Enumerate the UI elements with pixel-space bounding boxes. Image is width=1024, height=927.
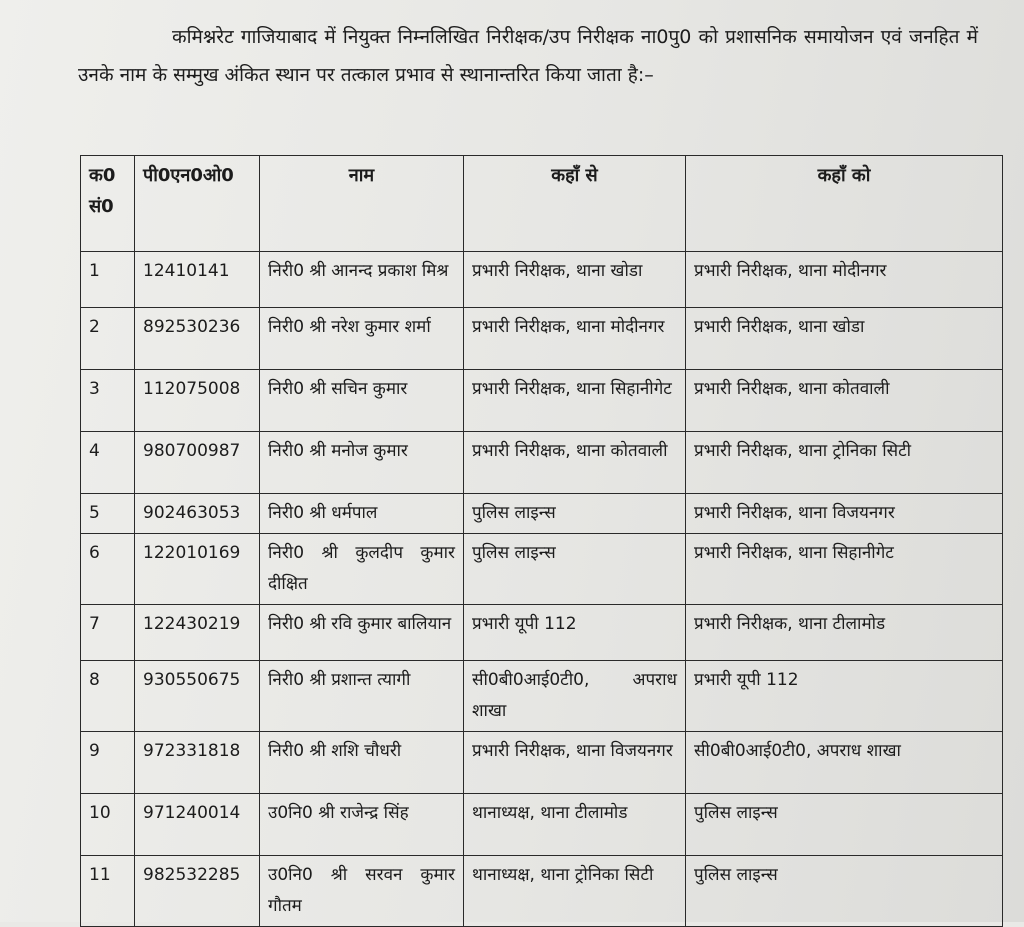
cell-serial: 4 [81,432,135,494]
cell-name: निरी0 श्री आनन्द प्रकाश मिश्र [260,252,464,308]
table-row [81,308,1003,370]
header-serial: क0 सं0 [81,156,135,252]
cell-to: पुलिस लाइन्स [686,856,1003,927]
cell-serial: 3 [81,370,135,432]
header-name: नाम [260,156,464,252]
table-row [81,252,1003,308]
cell-serial: 9 [81,732,135,794]
table-row [81,605,1003,661]
cell-from: प्रभारी निरीक्षक, थाना विजयनगर [464,732,686,794]
cell-serial: 7 [81,605,135,661]
cell-to: प्रभारी निरीक्षक, थाना मोदीनगर [686,252,1003,308]
cell-from: थानाध्यक्ष, थाना टीलामोड [464,794,686,856]
cell-name: निरी0 श्री धर्मपाल [260,494,464,534]
cell-serial: 6 [81,534,135,605]
cell-from: प्रभारी निरीक्षक, थाना कोतवाली [464,432,686,494]
cell-from: पुलिस लाइन्स [464,494,686,534]
cell-pno: 12410141 [135,252,260,308]
table-header-row [81,156,1003,252]
cell-to: प्रभारी निरीक्षक, थाना कोतवाली [686,370,1003,432]
cell-to: प्रभारी निरीक्षक, थाना विजयनगर [686,494,1003,534]
table-row [81,534,1003,605]
cell-pno: 980700987 [135,432,260,494]
cell-name: उ0नि0 श्री राजेन्द्र सिंह [260,794,464,856]
cell-from: प्रभारी निरीक्षक, थाना मोदीनगर [464,308,686,370]
table-row [81,794,1003,856]
cell-to: सी0बी0आई0टी0, अपराध शाखा [686,732,1003,794]
transfer-table [80,155,1003,927]
cell-to: प्रभारी निरीक्षक, थाना सिहानीगेट [686,534,1003,605]
table-row [81,494,1003,534]
cell-name: उ0नि0 श्री सरवन कुमार गौतम [260,856,464,927]
cell-from: सी0बी0आई0टी0, अपराध शाखा [464,661,686,732]
header-from: कहाँ से [464,156,686,252]
cell-pno: 122010169 [135,534,260,605]
table-row [81,856,1003,927]
table-row [81,432,1003,494]
cell-from: पुलिस लाइन्स [464,534,686,605]
cell-to: प्रभारी यूपी 112 [686,661,1003,732]
cell-pno: 971240014 [135,794,260,856]
table-row [81,732,1003,794]
cell-pno: 982532285 [135,856,260,927]
table-row [81,370,1003,432]
intro-paragraph: कमिश्नरेट गाजियाबाद में नियुक्त निम्नलिखित निरीक्षक/उप निरीक्षक ना0पु0 को प्रशासनिक समायोजन एवं जनहित में उनके नाम के सम्मुख अंकित स्थान पर तत्काल प्रभाव से स्थानान्तरित किया जाता है:– [78,26,978,86]
cell-pno: 902463053 [135,494,260,534]
cell-from: प्रभारी यूपी 112 [464,605,686,661]
cell-serial: 5 [81,494,135,534]
cell-name: निरी0 श्री सचिन कुमार [260,370,464,432]
cell-to: प्रभारी निरीक्षक, थाना खोडा [686,308,1003,370]
cell-name: निरी0 श्री मनोज कुमार [260,432,464,494]
cell-serial: 11 [81,856,135,927]
cell-name: निरी0 श्री नरेश कुमार शर्मा [260,308,464,370]
header-pno: पी0एन0ओ0 [135,156,260,252]
cell-pno: 892530236 [135,308,260,370]
cell-to: पुलिस लाइन्स [686,794,1003,856]
cell-from: थानाध्यक्ष, थाना ट्रोनिका सिटी [464,856,686,927]
cell-name: निरी0 श्री प्रशान्त त्यागी [260,661,464,732]
cell-to: प्रभारी निरीक्षक, थाना टीलामोड [686,605,1003,661]
cell-pno: 122430219 [135,605,260,661]
cell-serial: 1 [81,252,135,308]
table-row [81,661,1003,732]
cell-from: प्रभारी निरीक्षक, थाना सिहानीगेट [464,370,686,432]
cell-serial: 10 [81,794,135,856]
cell-serial: 8 [81,661,135,732]
header-to: कहाँ को [686,156,1003,252]
cell-name: निरी0 श्री कुलदीप कुमार दीक्षित [260,534,464,605]
cell-to: प्रभारी निरीक्षक, थाना ट्रोनिका सिटी [686,432,1003,494]
cell-name: निरी0 श्री शशि चौधरी [260,732,464,794]
cell-pno: 972331818 [135,732,260,794]
cell-from: प्रभारी निरीक्षक, थाना खोडा [464,252,686,308]
cell-pno: 930550675 [135,661,260,732]
cell-name: निरी0 श्री रवि कुमार बालियान [260,605,464,661]
cell-pno: 112075008 [135,370,260,432]
cell-serial: 2 [81,308,135,370]
